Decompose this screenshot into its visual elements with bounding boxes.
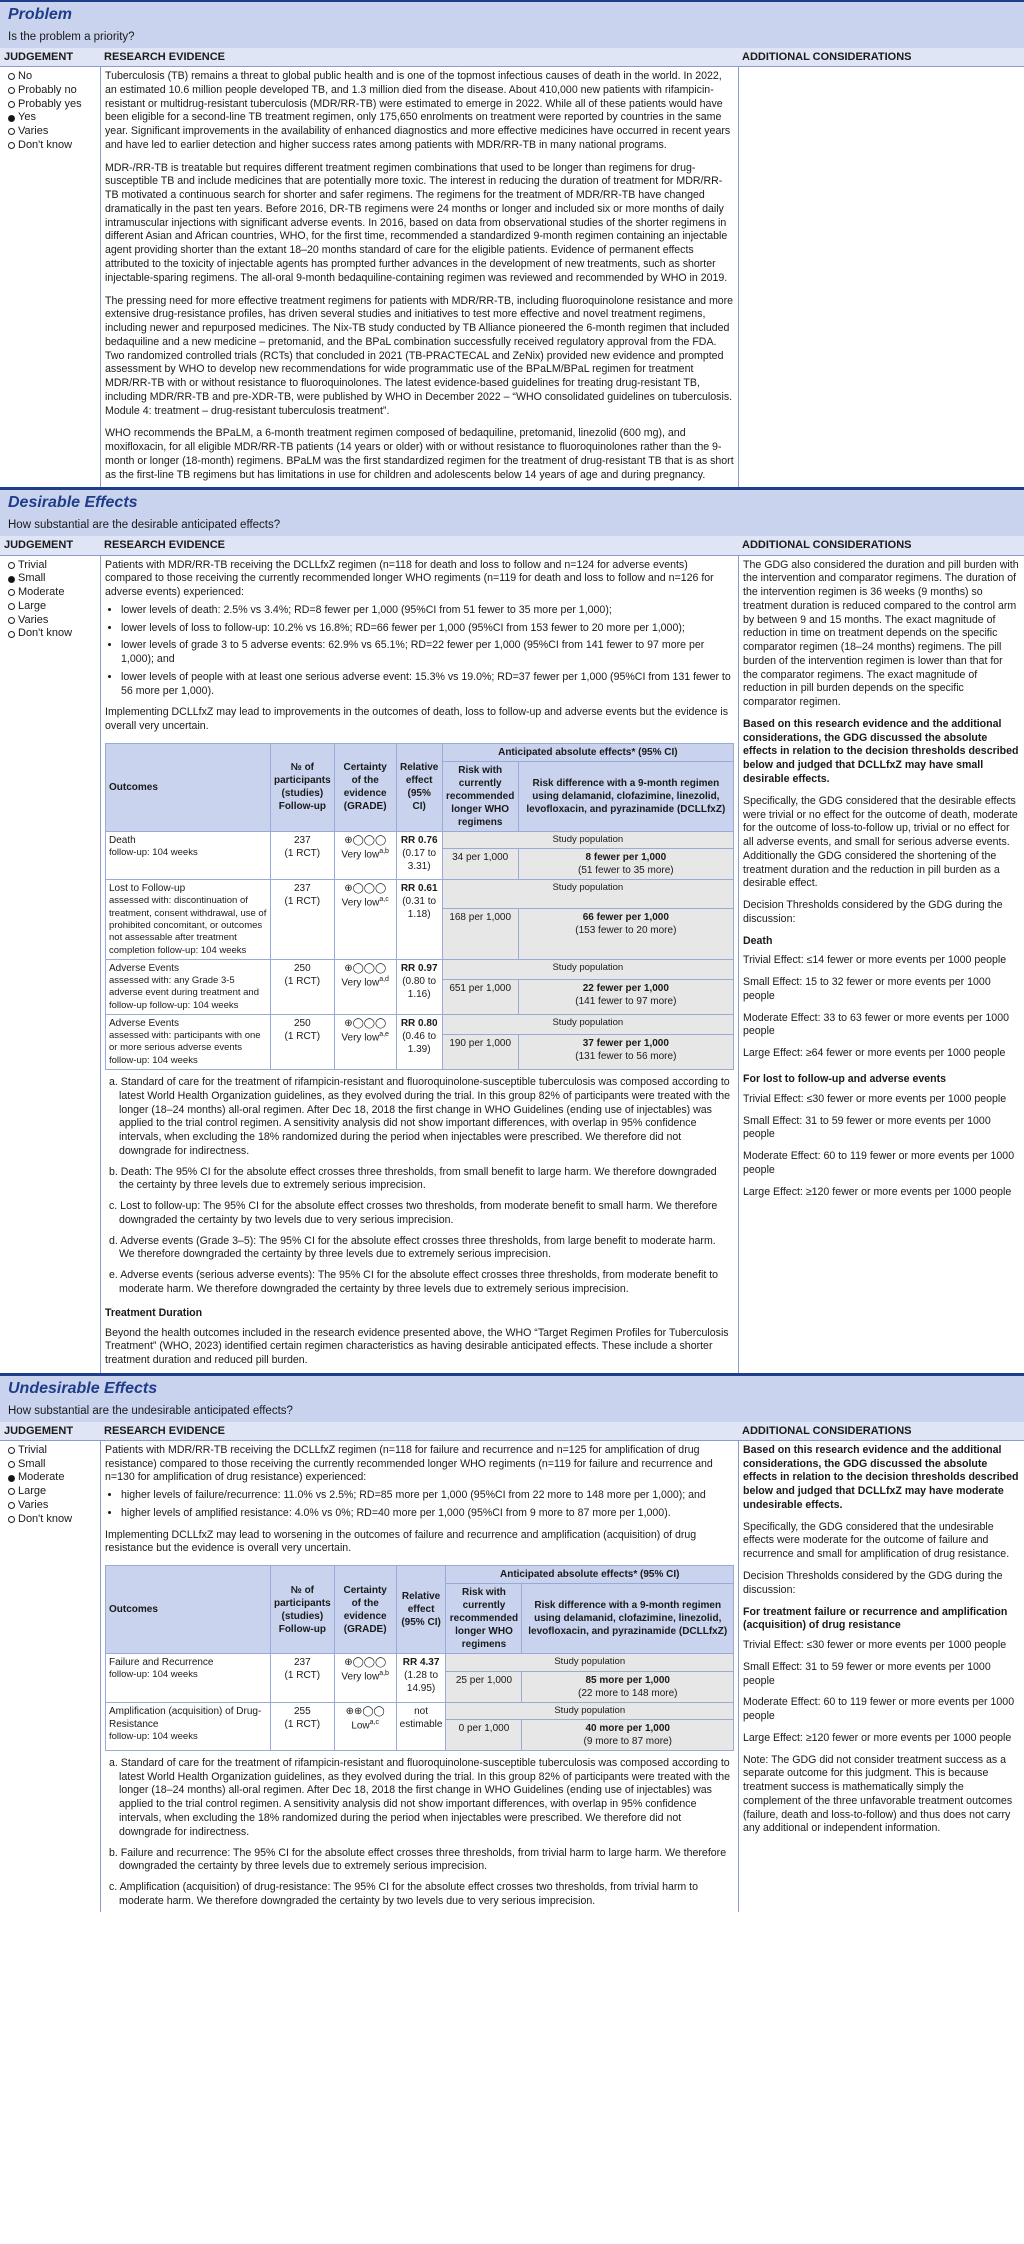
research-evidence-header: RESEARCH EVIDENCE <box>100 536 738 555</box>
study-population-label: Study population <box>446 1654 734 1671</box>
column-header: Relative effect (95% CI) <box>396 743 442 831</box>
risk-cell: 34 per 1,000 <box>442 849 518 880</box>
additional-considerations-header: ADDITIONAL CONSIDERATIONS <box>738 1422 1024 1441</box>
risk-cell: 25 per 1,000 <box>446 1671 522 1702</box>
judgement-option[interactable]: Small <box>8 572 96 586</box>
risk-cell: 190 per 1,000 <box>442 1034 518 1069</box>
list-item: • lower levels of grade 3 to 5 adverse events: 62.9% vs 65.1%; RD=22 fewer per 1,000 (95%CI from 141 fewer to 97 more per 1,000); and <box>121 639 734 667</box>
evidence-summary: Implementing DCLLfxZ may lead to worsening in the outcomes of failure and recurrence and amplification (acquisition) of drug resistance but the evidence is overall very uncertain. <box>105 1528 697 1555</box>
judgement-option[interactable]: Don't know <box>8 1513 96 1527</box>
section-undesirable-effects <box>0 1374 1024 1912</box>
footnote: a. Standard of care for the treatment of rifampicin-resistant and fluoroquinolone-susceptible tuberculosis was composed according to latest World Health Organization guidelines, as they evolved during the trial. In this group 82% of participants were treated with the longer (18–24 months) all-oral regimen. After Dec 18, 2018 the first change in WHO Guidelines (ending use of injectables) was applied to the trial control regimen. A sensitivity analysis did not show important differences, with overlap in 95% confidence intervals, when excluding the 18% randomized during the period when injectables were prescribed. We therefore did not downgrade for indirectness. <box>109 1756 731 1838</box>
consideration-paragraph: Specifically, the GDG considered that the desirable effects were trivial or no effect for the outcome of death, moderate for the outcome of loss-to-follow up, trivial or no effect for all adverse events, and small for serious adverse events. Additionally the GDG considered the shortening of the treatment duration and the reduction in pill burden as a desirable effect. <box>743 794 1018 890</box>
research-evidence-header: RESEARCH EVIDENCE <box>100 1422 738 1441</box>
evidence-bullets <box>105 604 734 699</box>
threshold-heading: For treatment failure or recurrence and amplification (acquisition) of drug resistance <box>743 1605 1008 1632</box>
risk-difference-cell: 40 more per 1,000 (9 more to 87 more) <box>522 1719 734 1750</box>
threshold-item: Moderate Effect: 60 to 119 fewer or more events per 1000 people <box>743 1696 1015 1723</box>
radio-icon[interactable] <box>8 101 15 108</box>
threshold-item: Small Effect: 31 to 59 fewer or more events per 1000 people <box>743 1660 991 1687</box>
judgement-option[interactable]: No <box>8 70 96 84</box>
relative-effect-cell: RR 0.76 (0.17 to 3.31) <box>396 831 442 879</box>
radio-icon[interactable] <box>8 73 15 80</box>
radio-icon[interactable] <box>8 142 15 149</box>
certainty-symbols: ⊕◯◯◯ <box>344 1657 387 1669</box>
judgement-option[interactable]: Large <box>8 600 96 614</box>
column-header: Risk difference with a 9-month regimen using delamanid, clofazimine, linezolid, levofloxacin, and pyrazinamide (DCLLfxZ) <box>522 1584 734 1654</box>
threshold-item: Small Effect: 15 to 32 fewer or more events per 1000 people <box>743 976 991 1002</box>
column-header: Risk with currently recommended longer WHO regimens <box>442 761 518 831</box>
footnote: c. Amplification (acquisition) of drug-resistance: The 95% CI for the absolute effect crosses two thresholds, from trivial harm to moderate harm. We therefore downgraded the certainty by two levels due to very serious imprecision. <box>109 1881 698 1907</box>
column-header: Certainty of the evidence (GRADE) <box>334 1566 396 1654</box>
judgement-rationale: Based on this research evidence and the additional considerations, the GDG discussed the absolute effects in relation to the decision thresholds described below and judged that DCLLfxZ may have small desirable effects. <box>743 717 1019 785</box>
certainty-cell: ⊕◯◯◯ Very low$^{a,c}$ <box>334 880 396 960</box>
treatment-duration-heading: Treatment Duration <box>105 1306 203 1319</box>
section-title: Problem <box>0 0 1024 29</box>
participants-cell: 250 (1 RCT) <box>271 959 335 1014</box>
evidence-table <box>105 1565 734 1751</box>
participants-cell: 237 (1 RCT) <box>271 880 335 960</box>
judgement-option[interactable]: Varies <box>8 1499 96 1513</box>
judgement-option[interactable]: Probably no <box>8 84 96 98</box>
evidence-intro: Patients with MDR/RR-TB receiving the DCLLfxZ regimen (n=118 for failure and recurrence and n=125 for amplification of drug resistance) compared to those receiving the currently recommended longer WHO regiments (n=119 for failure and recurrence and n=130 for amplification of drug resistance) experienced: <box>105 1443 713 1484</box>
outcome-cell: Amplification (acquisition) of Drug-Resistance follow-up: 104 weeks <box>106 1702 271 1750</box>
judgement-options <box>0 556 100 1373</box>
section-title: Undesirable Effects <box>0 1374 1024 1403</box>
research-evidence <box>100 556 738 1373</box>
section-title: Desirable Effects <box>0 488 1024 517</box>
list-item: • lower levels of death: 2.5% vs 3.4%; RD=8 fewer per 1,000 (95%CI from 51 fewer to 35 more per 1,000); <box>121 604 734 618</box>
radio-icon[interactable] <box>8 603 15 610</box>
research-evidence-header: RESEARCH EVIDENCE <box>100 48 738 67</box>
radio-selected-icon[interactable] <box>8 115 15 122</box>
judgement-option[interactable]: Don't know <box>8 627 96 641</box>
judgement-option[interactable]: Trivial <box>8 559 96 573</box>
relative-effect-cell: RR 4.37 (1.28 to 14.95) <box>396 1654 446 1702</box>
study-population-label: Study population <box>442 959 733 979</box>
treatment-duration-text: Beyond the health outcomes included in the research evidence presented above, the WHO “Target Regimen Profiles for Tuberculosis Treatment” (WHO, 2023) identified certain regimen characteristics as having desirable anticipated effects. These include a shorter treatment duration and reduced pill burden. <box>105 1326 729 1367</box>
threshold-item: Large Effect: ≥120 fewer or more events per 1000 people <box>743 1731 1012 1744</box>
column-header: Outcomes <box>106 1566 271 1654</box>
judgement-option[interactable]: Trivial <box>8 1444 96 1458</box>
evidence-summary: Implementing DCLLfxZ may lead to improvements in the outcomes of death, loss to follow-up and adverse events but the evidence is overall very uncertain. <box>105 706 729 733</box>
additional-considerations <box>738 67 1024 487</box>
consideration-paragraph: The GDG also considered the duration and pill burden with the intervention and comparator regimens. The duration of the intervention regimen is 36 weeks (9 months) so treatment duration is reduced compared to the control arm by between 9 and 15 months. The exact magnitude of reduction in time on treatment depends on the specific comparator regimen (18–24 months) regimens. The pill burden of the intervention regimen is lower than that for the comparator regimens. The exact magnitude of reduction in pill burden depends on the specific comparator regimen. <box>743 558 1019 709</box>
threshold-item: Moderate Effect: 60 to 119 fewer or more events per 1000 people <box>743 1150 1015 1176</box>
list-item: • lower levels of loss to follow-up: 10.2% vs 16.8%; RD=66 fewer per 1,000 (95%CI from 153 fewer to 20 more per 1,000); <box>121 622 734 636</box>
outcome-cell: Death follow-up: 104 weeks <box>106 831 271 879</box>
certainty-cell: ⊕⊕◯◯ Low$^{a,c}$ <box>334 1702 396 1750</box>
footnote: a. Standard of care for the treatment of rifampicin-resistant and fluoroquinolone-susceptible tuberculosis was composed according to latest World Health Organization guidelines, as they evolved during the trial. In this group 82% of participants were treated with the longer (18–24 months) all-oral regimen. After Dec 18, 2018 the first change in WHO Guidelines (ending use of injectables) was applied to the trial control regimen. A sensitivity analysis did not show important differences, with overlap in 95% confidence intervals, when excluding the 18% randomized during the period when injectables were prescribed. We therefore did not downgrade for indirectness. <box>109 1076 731 1157</box>
column-header: Risk with currently recommended longer WHO regimens <box>446 1584 522 1654</box>
relative-effect-cell: not estimable <box>396 1702 446 1750</box>
radio-icon[interactable] <box>8 87 15 94</box>
evidence-bullets <box>105 1489 734 1521</box>
evidence-paragraph: Tuberculosis (TB) remains a threat to global public health and is one of the topmost infectious causes of death in the world. In 2022, an estimated 10.6 million people developed TB, and 1.3 million died from the disease. About 410,000 new patients with rifampicin-resistant or multidrug-resistant tuberculosis (MDR/RR-TB) were estimated to emerge in 2022. While all of these patients would have been eligible for a second-line TB treatment regimen, only 175,650 enrolments on treatment were reported by countries in the same year. Significant improvements in the availability of enhanced diagnostics and more effective medicines have occurred in recent years and have led to earlier detection and higher success rates among patients with MDR/RR-TB in many national programs. <box>105 70 731 151</box>
additional-considerations <box>738 1441 1024 1912</box>
additional-considerations-header: ADDITIONAL CONSIDERATIONS <box>738 48 1024 67</box>
certainty-symbols: ⊕⊕◯◯ <box>345 1705 385 1717</box>
threshold-heading: For lost to follow-up and adverse events <box>743 1073 947 1085</box>
judgement-option[interactable]: Moderate <box>8 1471 96 1485</box>
judgement-option[interactable]: Small <box>8 1458 96 1472</box>
evidence-table <box>105 743 734 1070</box>
outcome-cell: Adverse Events assessed with: any Grade 3-5 adverse event during treatment and follow-up follow-up: 104 weeks <box>106 959 271 1014</box>
certainty-symbols: ⊕◯◯◯ <box>344 962 387 974</box>
list-item: • higher levels of failure/recurrence: 11.0% vs 2.5%; RD=85 more per 1,000 (95%CI from 22 more to 148 more per 1,000); and <box>121 1489 734 1503</box>
risk-difference-cell: 85 more per 1,000 (22 more to 148 more) <box>522 1671 734 1702</box>
risk-difference-cell: 22 fewer per 1,000 (141 fewer to 97 more) <box>518 979 733 1014</box>
radio-icon[interactable] <box>8 617 15 624</box>
certainty-cell: ⊕◯◯◯ Very low$^{a,e}$ <box>334 1015 396 1070</box>
study-population-label: Study population <box>442 1015 733 1035</box>
participants-cell: 255 (1 RCT) <box>271 1702 335 1750</box>
judgement-option[interactable]: Large <box>8 1485 96 1499</box>
radio-icon[interactable] <box>8 562 15 569</box>
radio-icon[interactable] <box>8 1488 15 1495</box>
list-item: • lower levels of people with at least one serious adverse event: 15.3% vs 19.0%; RD=37 fewer per 1,000 (95%CI from 131 fewer to 56 more per 1,000). <box>121 671 734 699</box>
judgement-option[interactable]: Varies <box>8 125 96 139</box>
threshold-item: Small Effect: 31 to 59 fewer or more events per 1000 people <box>743 1114 991 1141</box>
radio-icon[interactable] <box>8 1502 15 1509</box>
risk-cell: 651 per 1,000 <box>442 979 518 1014</box>
consideration-paragraph: Specifically, the GDG considered that the undesirable effects were moderate for the outcome of failure and recurrence and small for amplification of drug resistance. <box>743 1520 1010 1561</box>
section-question: How substantial are the undesirable anticipated effects? <box>0 1403 1024 1422</box>
column-header: № of participants (studies) Follow-up <box>271 1566 335 1654</box>
additional-considerations-header: ADDITIONAL CONSIDERATIONS <box>738 536 1024 555</box>
relative-effect-cell: RR 0.61 (0.31 to 1.18) <box>396 880 442 960</box>
judgement-option[interactable]: Probably yes <box>8 98 96 112</box>
footnote: b. Failure and recurrence: The 95% CI for the absolute effect crosses three thresholds, from trivial harm to large harm. We therefore downgraded the certainty by three levels due to extremely serious imprecision. <box>109 1846 727 1873</box>
judgement-option[interactable]: Yes <box>8 111 96 125</box>
study-population-label: Study population <box>442 880 733 909</box>
certainty-cell: ⊕◯◯◯ Very low$^{a,b}$ <box>334 831 396 879</box>
participants-cell: 250 (1 RCT) <box>271 1015 335 1070</box>
participants-cell: 237 (1 RCT) <box>271 831 335 879</box>
outcome-cell: Failure and Recurrence follow-up: 104 weeks <box>106 1654 271 1702</box>
outcome-cell: Lost to Follow-up assessed with: discontinuation of treatment, consent withdrawal, use of prohibited concomitant, or outcomes not assessable after treatment completion follow-up: 104 weeks <box>106 880 271 960</box>
relative-effect-cell: RR 0.97 (0.80 to 1.16) <box>396 959 442 1014</box>
research-evidence <box>100 67 738 487</box>
thresholds-label: Decision Thresholds considered by the GDG during the discussion: <box>743 899 1003 925</box>
column-header: Risk difference with a 9-month regimen using delamanid, clofazimine, linezolid, levofloxacin, and pyrazinamide (DCLLfxZ) <box>518 761 733 831</box>
outcome-cell: Adverse Events assessed with: participants with one or more serious adverse events follow-up: 104 weeks <box>106 1015 271 1070</box>
footnote: c. Lost to follow-up: The 95% CI for the absolute effect crosses two thresholds, from moderate benefit to small harm. We therefore downgraded the certainty by two levels due to very serious imprecision. <box>109 1200 718 1226</box>
radio-icon[interactable] <box>8 631 15 638</box>
radio-icon[interactable] <box>8 1461 15 1468</box>
section-problem <box>0 0 1024 488</box>
risk-difference-cell: 37 fewer per 1,000 (131 fewer to 56 more) <box>518 1034 733 1069</box>
radio-selected-icon[interactable] <box>8 1475 15 1482</box>
risk-difference-cell: 8 fewer per 1,000 (51 fewer to 35 more) <box>518 849 733 880</box>
certainty-symbols: ⊕◯◯◯ <box>344 883 387 895</box>
threshold-item: Large Effect: ≥120 fewer or more events per 1000 people <box>743 1185 1012 1198</box>
research-evidence <box>100 1441 738 1912</box>
footnote: e. Adverse events (serious adverse events): The 95% CI for the absolute effect crosses three thresholds, from moderate benefit to moderate harm. We therefore downgraded the certainty by three levels due to extremely serious imprecision. <box>109 1269 719 1295</box>
judgement-header: JUDGEMENT <box>0 48 100 67</box>
section-question: How substantial are the desirable anticipated effects? <box>0 517 1024 536</box>
column-header: Anticipated absolute effects* (95% CI) <box>446 1566 734 1584</box>
risk-difference-cell: 66 fewer per 1,000 (153 fewer to 20 more) <box>518 908 733 959</box>
participants-cell: 237 (1 RCT) <box>271 1654 335 1702</box>
section-question: Is the problem a priority? <box>0 29 1024 48</box>
column-header: Anticipated absolute effects* (95% CI) <box>442 743 733 761</box>
risk-cell: 0 per 1,000 <box>446 1719 522 1750</box>
column-header: Relative effect (95% CI) <box>396 1566 446 1654</box>
evidence-paragraph: MDR-/RR-TB is treatable but requires different treatment regimen combinations that used to be longer than regimens for drug-susceptible TB and include medicines that are potentially more toxic. The interest in reducing the duration of treatment for MDR/RR-TB motivated a continuous search for shorter and safer regimens. The regimens for the treatment of MDR/RR-TB have changed dramatically in the past ten years. Before 2016, DR-TB regimens were 24 months or longer and included six or more months of daily intramuscular injections with significant adverse events. In 2016, based on data from observational studies of the shorter regimens in different Asian and African countries, WHO, for the first time, recommended a standardized 9-month regimen containing an injectable agent providing shorter than the extant 18–20 months standard of care for the eligible patients. Evidence of permanent effects attributed to the toxicity of injectable agents has prompted further advances in the development of new treatments, such as shorter injectable-sparing regimens. The all-oral 9-month bedaquiline-containing regimen was reviewed and recommended by WHO in 2019. <box>105 161 728 284</box>
evidence-paragraph: WHO recommends the BPaLM, a 6-month treatment regimen composed of bedaquiline, pretomanid, linezolid (600 mg), and moxifloxacin, for all eligible MDR/RR-TB patients (14 years or older) with or without resistance to fluoroquinolones rather than the 9-month or longer (18-month) regimens. BPaLM was the first standardized regimen for the treatment of drug-resistant TB that is as short as the first-line TB regimens but has limitations in use for children and adolescents below 14 years of age and during pregnancy. <box>105 427 734 481</box>
evidence-paragraph: The pressing need for more effective treatment regimens for patients with MDR/RR-TB, including fluoroquinolone resistance and more extensive drug-resistance profiles, has driven several studies and initiatives to test more effective and novel treatment regimens, including newer and repurposed medicines. The Nix-TB study conducted by TB Alliance pioneered the 6-month regimen that included bedaquiline and a new medicine – pretomanid, and the BPaL combination successfully received regulatory approval from the FDA. Two randomized controlled trials (RCTs) that concluded in 2021 (TB-PRACTECAL and ZeNix) provided new evidence and prompted assessment by WHO to develop new recommendations for wide programmatic use of the BPaLM/BPaL regimen for treatment MDR/RR-TB with or without resistance to fluoroquinolones. The latest evidence-based guidelines for treating drug-resistant TB, including MDR/RR-TB and pre-XDR-TB, were published by WHO in December 2022 – “WHO consolidated guidelines on tuberculosis. Module 4: treatment – drug-resistant tuberculosis treatment”. <box>105 294 734 417</box>
column-header: № of participants (studies) Follow-up <box>271 743 335 831</box>
evidence-intro: Patients with MDR/RR-TB receiving the DCLLfxZ regimen (n=118 for death and loss to follow and n=124 for adverse events) compared to those receiving the currently recommended longer WHO regiments (n=119 for death and loss to follow and n=126 for adverse events) experienced: <box>105 558 714 599</box>
certainty-symbols: ⊕◯◯◯ <box>344 834 387 846</box>
radio-icon[interactable] <box>8 1447 15 1454</box>
judgement-option[interactable]: Varies <box>8 614 96 628</box>
relative-effect-cell: RR 0.80 (0.46 to 1.39) <box>396 1015 442 1070</box>
consideration-note: Note: The GDG did not consider treatment success as a separate outcome for this judgment. This is because treatment success is mathematically simply the complement of the three unfavorable treatment outcomes (failure, death and loss-to-follow) and thus does not carry any additional or independent information. <box>743 1753 1013 1835</box>
judgement-header: JUDGEMENT <box>0 1422 100 1441</box>
column-header: Certainty of the evidence (GRADE) <box>334 743 396 831</box>
certainty-symbols: ⊕◯◯◯ <box>344 1018 387 1030</box>
study-population-label: Study population <box>442 831 733 848</box>
threshold-item: Moderate Effect: 33 to 63 fewer or more events per 1000 people <box>743 1011 1009 1038</box>
study-population-label: Study population <box>446 1702 734 1719</box>
section-desirable-effects <box>0 488 1024 1373</box>
judgement-header: JUDGEMENT <box>0 536 100 555</box>
judgement-option[interactable]: Don't know <box>8 139 96 153</box>
threshold-item: Trivial Effect: ≤30 fewer or more events per 1000 people <box>743 1639 1007 1652</box>
column-header: Outcomes <box>106 743 271 831</box>
threshold-heading: Death <box>743 934 773 947</box>
footnote: d. Adverse events (Grade 3–5): The 95% CI for the absolute effect crosses three thresholds, from large benefit to moderate harm. We therefore downgraded the certainty by three levels due to extremely serious imprecision. <box>109 1234 716 1261</box>
certainty-cell: ⊕◯◯◯ Very low$^{a,b}$ <box>334 1654 396 1702</box>
judgement-options <box>0 1441 100 1912</box>
list-item: • higher levels of amplified resistance: 4.0% vs 0%; RD=40 more per 1,000 (95%CI from 9 more to 87 more per 1,000). <box>121 1507 734 1521</box>
thresholds-label: Decision Thresholds considered by the GDG during the discussion: <box>743 1569 1003 1596</box>
radio-icon[interactable] <box>8 128 15 135</box>
radio-selected-icon[interactable] <box>8 576 15 583</box>
certainty-cell: ⊕◯◯◯ Very low$^{a,d}$ <box>334 959 396 1014</box>
threshold-item: Trivial Effect: ≤30 fewer or more events per 1000 people <box>743 1092 1007 1105</box>
risk-cell: 168 per 1,000 <box>442 908 518 959</box>
additional-considerations <box>738 556 1024 1373</box>
radio-icon[interactable] <box>8 1516 15 1523</box>
threshold-item: Large Effect: ≥64 fewer or more events per 1000 people <box>743 1047 1006 1060</box>
footnote: b. Death: The 95% CI for the absolute effect crosses three thresholds, from small benefit to large harm. We therefore downgraded the certainty by three levels due to extremely serious imprecision. <box>109 1165 717 1192</box>
judgement-options <box>0 67 100 487</box>
judgement-option[interactable]: Moderate <box>8 586 96 600</box>
threshold-item: Trivial Effect: ≤14 fewer or more events per 1000 people <box>743 954 1007 967</box>
judgement-rationale: Based on this research evidence and the additional considerations, the GDG discussed the absolute effects in relation to the decision thresholds described below and judged that DCLLfxZ may have moderate undesirable effects. <box>743 1443 1019 1511</box>
radio-icon[interactable] <box>8 589 15 596</box>
